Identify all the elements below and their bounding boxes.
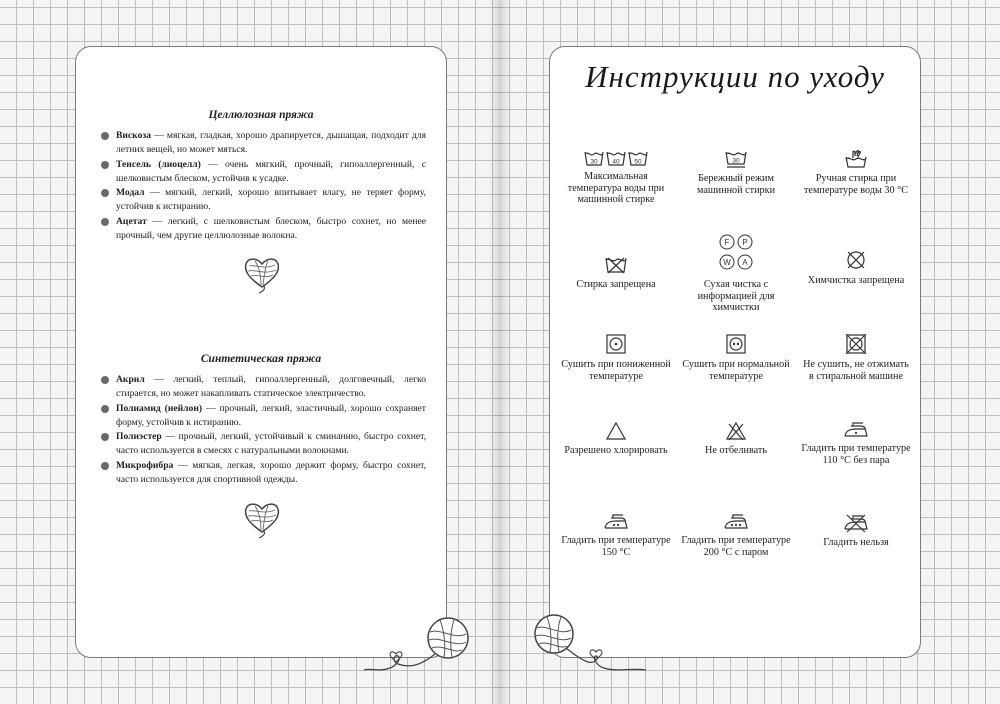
dry-clean-icon bbox=[716, 233, 756, 275]
no-iron-icon bbox=[843, 513, 869, 533]
care-item-no-iron: Гладить нельзя bbox=[800, 513, 912, 549]
hand-wash-icon bbox=[844, 149, 868, 169]
iron-low-icon bbox=[843, 421, 869, 439]
synthetic-yarn-list bbox=[100, 373, 426, 487]
care-item-no-wash: Стирка запрещена bbox=[560, 255, 672, 291]
gentle-wash-icon bbox=[724, 149, 748, 169]
heart-yarn-icon bbox=[241, 252, 283, 294]
cellulose-yarn-title: Целлюлозная пряжа bbox=[208, 109, 314, 121]
svg-text:A: A bbox=[742, 258, 748, 267]
right-page-card bbox=[549, 46, 921, 658]
care-item-no-dry-clean: Химчистка запрещена bbox=[800, 249, 912, 287]
synthetic-yarn-title: Синтетическая пряжа bbox=[200, 353, 322, 365]
left-page-card bbox=[75, 46, 447, 658]
care-item-bleach-allowed: Разрешено хлорировать bbox=[560, 421, 672, 457]
list-item: Тенсель (лиоцелл) — очень мягкий, прочный, гипоаллергенный, с шелковистым блеском, устойчив к усадке. bbox=[100, 158, 426, 187]
bullet-dot bbox=[101, 405, 109, 413]
no-tumble-dry-icon bbox=[845, 333, 867, 355]
care-item-iron-medium: Гладить при температуре 150 °С bbox=[560, 513, 672, 558]
no-wash-icon bbox=[604, 255, 628, 275]
list-item: Полиамид (нейлон) — прочный, легкий, эластичный, хорошо сохраняет форму, устойчив к истиранию. bbox=[100, 402, 426, 431]
svg-text:W: W bbox=[723, 258, 731, 267]
heart-yarn-icon bbox=[241, 497, 283, 539]
yarn-ball-swirl-icon bbox=[360, 610, 490, 690]
wash-temperature-icon bbox=[583, 149, 649, 167]
svg-text:30: 30 bbox=[732, 157, 740, 165]
iron-steam-icon bbox=[723, 513, 749, 531]
iron-medium-icon bbox=[603, 513, 629, 531]
care-item-no-tumble-dry: Не сушить, не отжимать в стиральной машине bbox=[800, 333, 912, 382]
svg-text:F: F bbox=[724, 238, 730, 247]
svg-text:30: 30 bbox=[590, 158, 598, 166]
care-item-gentle-wash: 30 Бережный режим машинной стирки bbox=[680, 149, 792, 196]
bleach-allowed-icon bbox=[605, 421, 627, 441]
list-item: Микрофибра — мягкая, легкая, хорошо держит форму, быстро сохнет, часто используется для спортивной одежды. bbox=[100, 459, 426, 488]
bullet-dot bbox=[101, 462, 109, 470]
bullet-dot bbox=[101, 189, 109, 197]
book-spine bbox=[489, 0, 511, 704]
care-item-dry-clean: F P W A Сухая чистка с информацией для химчистки bbox=[680, 233, 792, 314]
care-item-iron-steam: Гладить при температуре 200 °С с паром bbox=[680, 513, 792, 558]
svg-text:P: P bbox=[742, 238, 748, 247]
no-dry-clean-icon bbox=[845, 249, 867, 271]
cellulose-yarn-list bbox=[100, 129, 426, 243]
list-item: Вискоза — мягкая, гладкая, хорошо драпируется, дышащая, подходит для летних вещей, но может мяться. bbox=[100, 129, 426, 158]
list-item: Акрил — легкий, теплый, гипоаллергенный, долговечный, легко стирается, но может накапливать статическое электричество. bbox=[100, 373, 426, 402]
bullet-dot bbox=[101, 132, 109, 140]
care-item-wash-temperature: 30 40 50 Максимальная температура воды при машинной стирке bbox=[560, 149, 672, 206]
care-item-no-bleach: Не отбеливать bbox=[680, 421, 792, 457]
list-item: Модал — мягкий, легкий, хорошо впитывает влагу, не теряет форму, устойчив к истиранию. bbox=[100, 186, 426, 215]
tumble-dry-low-icon bbox=[605, 333, 627, 355]
no-bleach-icon bbox=[725, 421, 747, 441]
yarn-ball-swirl-icon bbox=[530, 610, 650, 690]
list-item: Ацетат — легкий, с шелковистым блеском, быстро сохнет, но менее прочный, чем другие целлюлозные волокна. bbox=[100, 215, 426, 244]
care-instructions-title: Инструкции по уходу bbox=[585, 59, 885, 94]
care-item-iron-low: Гладить при температуре 110 °С без пара bbox=[800, 421, 912, 466]
care-item-hand-wash: Ручная стирка при температуре воды 30 °С bbox=[800, 149, 912, 196]
bullet-dot bbox=[101, 161, 109, 169]
care-item-tumble-dry-low: Сушить при пониженной температуре bbox=[560, 333, 672, 382]
svg-text:50: 50 bbox=[634, 158, 642, 166]
list-item: Полиэстер — прочный, легкий, устойчивый к сминанию, быстро сохнет, часто используется в смесях с натуральными волокнами. bbox=[100, 430, 426, 459]
svg-text:40: 40 bbox=[612, 158, 620, 166]
bullet-dot bbox=[101, 376, 109, 384]
bullet-dot bbox=[101, 218, 109, 226]
tumble-dry-normal-icon bbox=[725, 333, 747, 355]
care-item-tumble-dry-normal: Сушить при нормальной температуре bbox=[680, 333, 792, 382]
bullet-dot bbox=[101, 433, 109, 441]
